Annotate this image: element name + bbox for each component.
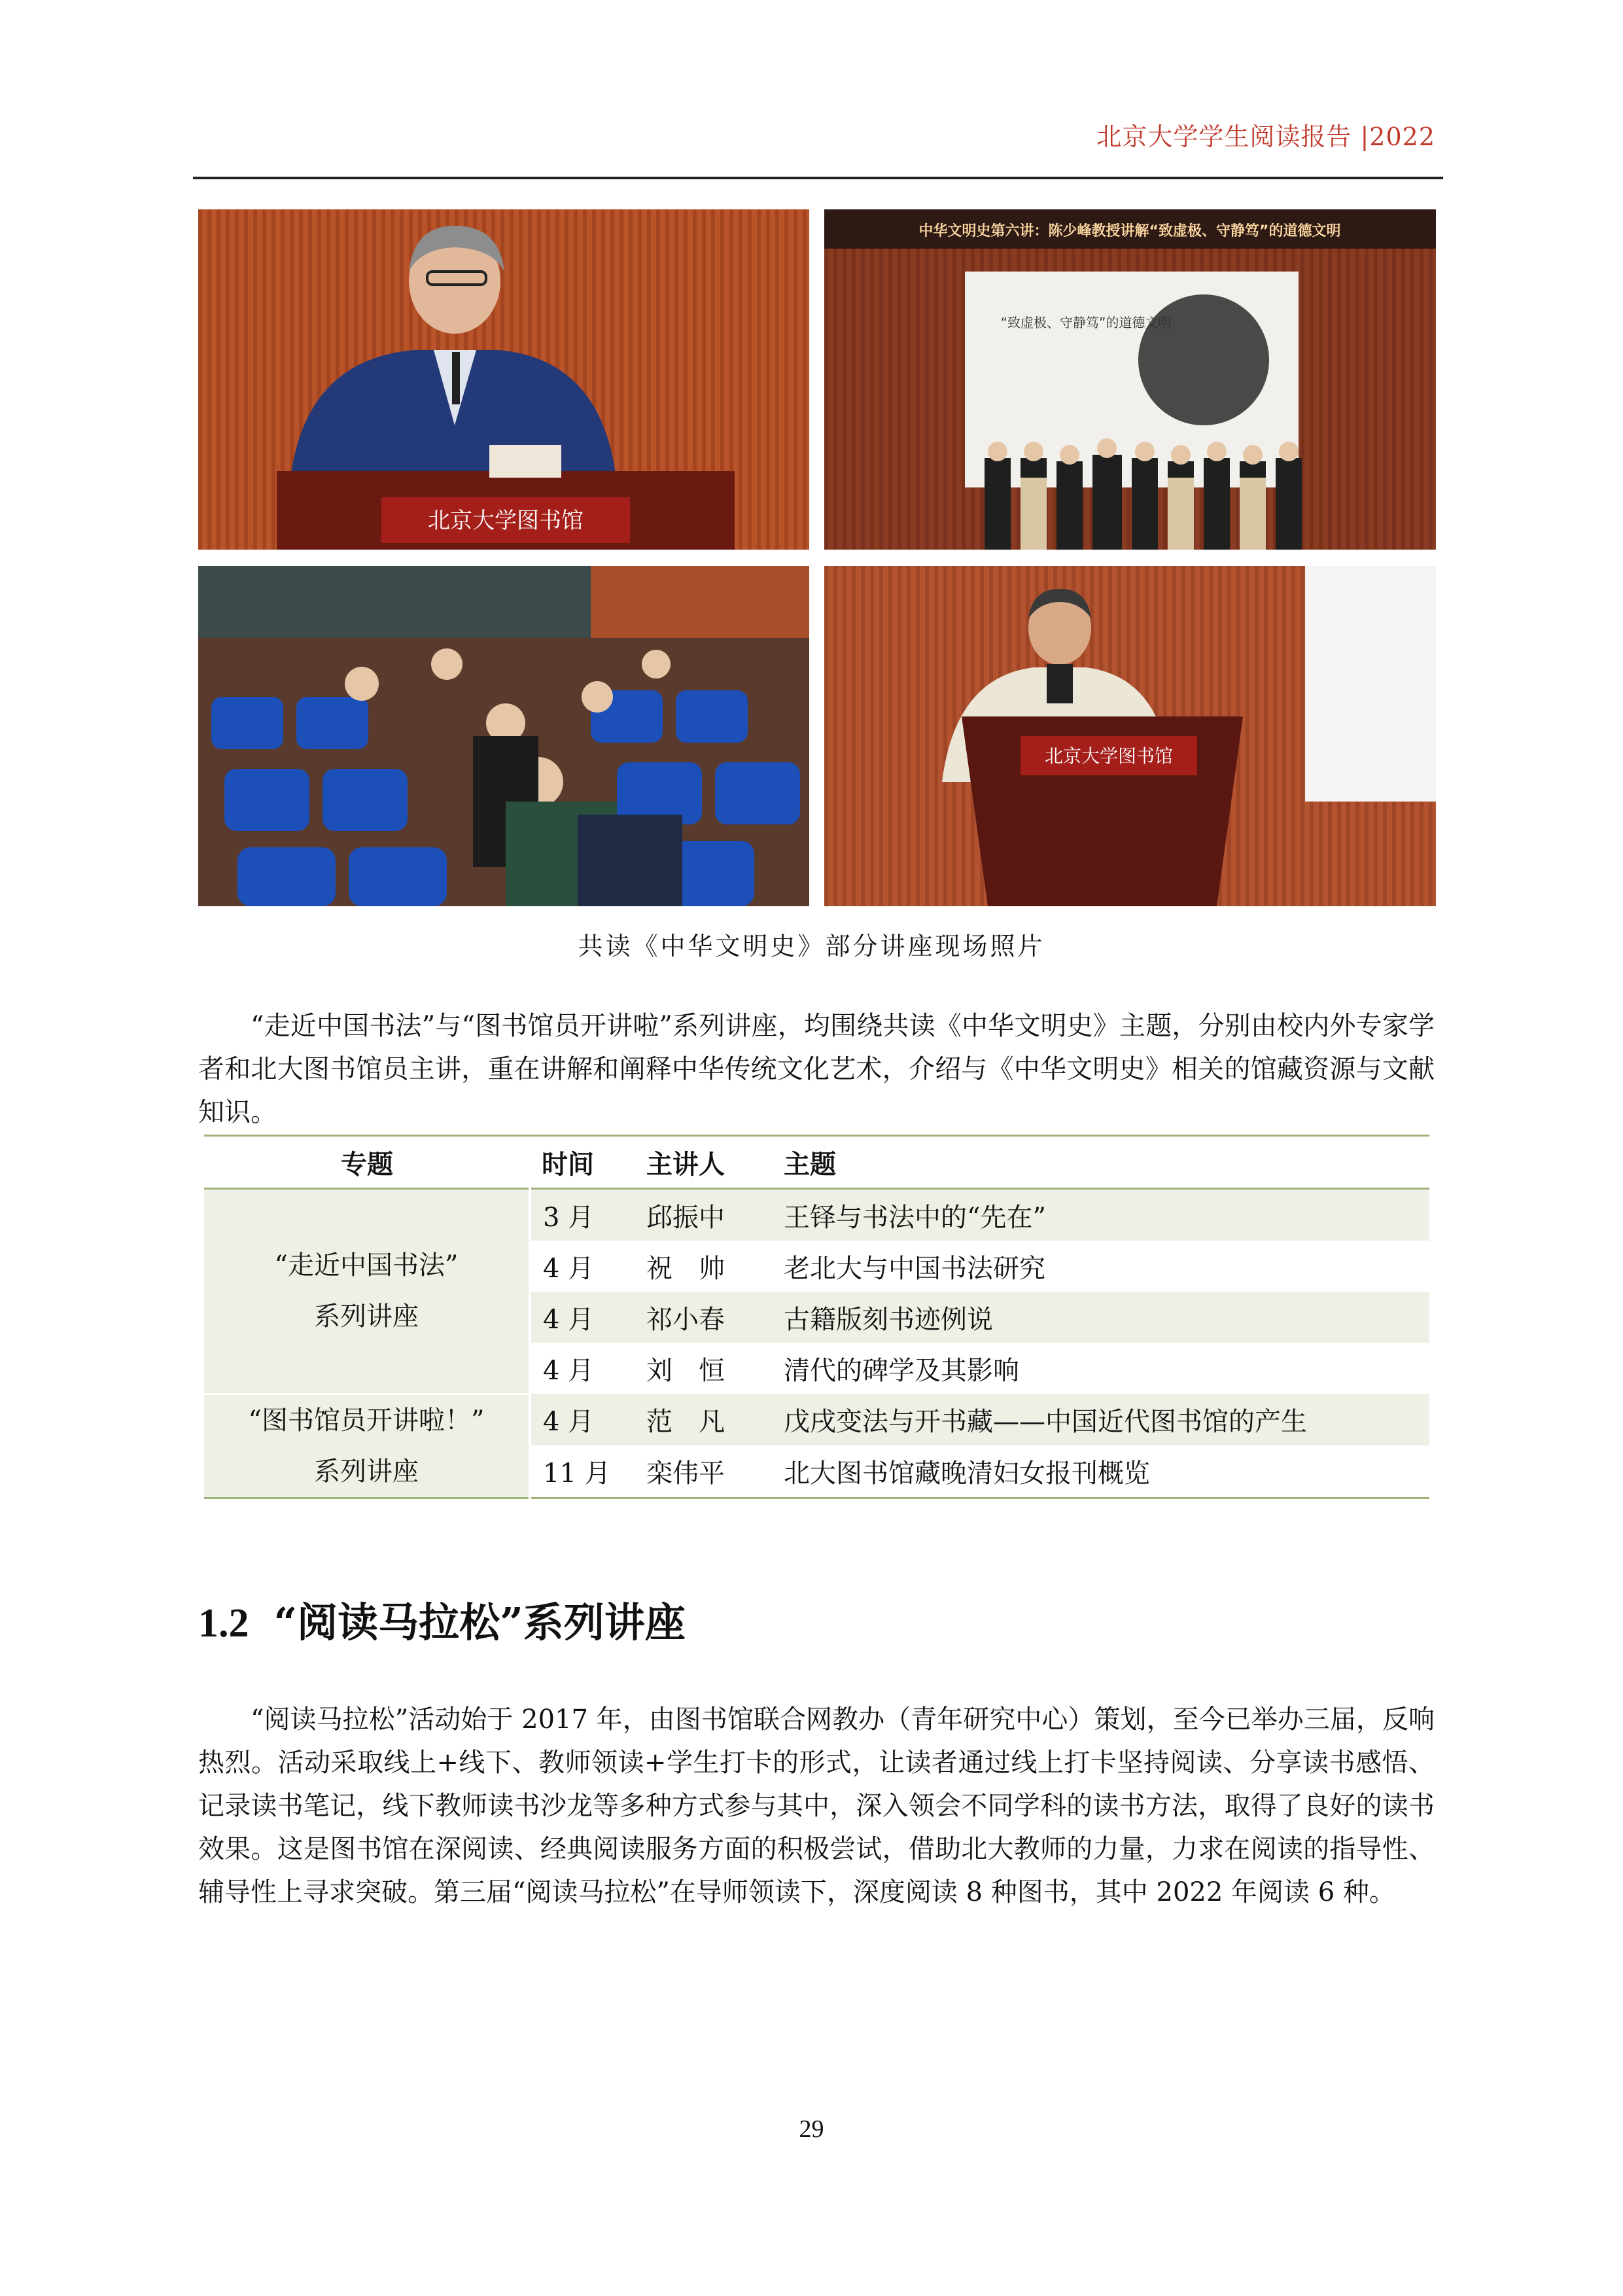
lectern-logo-text: 北京大学图书馆 [428,508,584,534]
subject-cell: 清代的碑学及其影响 [784,1355,1019,1386]
lecture-table [204,1135,1429,1499]
time-cell: 11 月 [530,1445,646,1498]
topic-series: 系列讲座 [314,1456,419,1487]
photo2-screen-title: “致虚极、守静笃”的道德文明 [1000,315,1172,330]
header-speaker: 主讲人 [646,1136,784,1189]
topic-series: 系列讲座 [314,1301,419,1332]
photo-caption: 共读《中华文明史》部分讲座现场照片 [578,932,1045,961]
time-cell: 4 月 [543,1253,595,1284]
paragraph-lecture-series: “走近中国书法”与“图书馆员开讲啦”系列讲座，均围绕共读《中华文明史》主题，分别由校内外专家学者和北大图书馆员主讲，重在讲解和阐释中华传统文化艺术，介绍与《中华文明史》相关的馆藏资源与文献知识。 [198,1011,1435,1127]
speaker-cell: 栾伟平 [646,1445,784,1498]
photo-speaker-lectern [198,209,809,550]
page-number: 29 [799,2115,824,2143]
time-cell: 3 月 [530,1189,646,1241]
subject-cell: 北大图书馆藏晚清妇女报刊概览 [784,1445,1429,1498]
subject-cell: 老北大与中国书法研究 [784,1253,1045,1284]
paragraph-reading-marathon: “阅读马拉松”活动始于 2017 年，由图书馆联合网教办（青年研究中心）策划，至今已举办三届，反响热烈。活动采取线上+线下、教师领读+学生打卡的形式，让读者通过线上打卡坚持阅读、分享读书感悟、记录读书笔记，线下教师读书沙龙等多种方式参与其中，深入领会不同学科的读书方法，取得了良好的读书效果。这是图书馆在深阅读、经典阅读服务方面的积极尝试，借助北大教师的力量，力求在阅读的指导性、辅导性上寻求突破。第三届“阅读马拉松”在导师领读下，深度阅读 8 种图书，其中 2022 年阅读 6 种。 [198,1704,1435,1907]
speaker-cell: 刘 恒 [646,1355,725,1386]
section-title: “阅读马拉松”系列讲座 [273,1598,686,1646]
table-row [204,1189,1429,1241]
table-header-row [204,1136,1429,1189]
subject-cell: 古籍版刻书迹例说 [784,1292,1429,1343]
time-cell: 4 月 [543,1355,595,1386]
header-subject: 主题 [784,1136,1429,1189]
photo-group-projection [824,209,1436,550]
table-row [204,1394,1429,1445]
speaker-cell: 祝 帅 [646,1253,725,1284]
section-heading [198,1590,686,1648]
photo2-banner: 中华文明史第六讲：陈少峰教授讲解“致虚极、守静笃”的道德文明 [918,223,1341,239]
topic-name: “走近中国书法” [274,1250,459,1281]
photo-speaker-lectern-2 [824,566,1436,906]
header-time: 时间 [530,1136,646,1189]
running-header: 北京大学学生阅读报告 |2022 [1096,122,1435,151]
section-number: 1.2 [198,1601,249,1646]
speaker-cell: 范 凡 [646,1394,784,1445]
subject-cell: 王铎与书法中的“先在” [784,1189,1429,1241]
speaker-cell: 祁小春 [646,1292,784,1343]
topic-cell-librarian [204,1394,530,1498]
header-rule [193,177,1443,179]
lectern-logo-text-2: 北京大学图书馆 [1044,745,1174,767]
topic-name: “图书馆员开讲啦！” [248,1405,485,1436]
photo-audience [198,566,809,906]
time-cell: 4 月 [530,1292,646,1343]
speaker-cell: 邱振中 [646,1189,784,1241]
time-cell: 4 月 [530,1394,646,1445]
header-topic: 专题 [204,1136,530,1189]
topic-cell-calligraphy [204,1189,530,1394]
subject-cell: 戊戌变法与开书藏——中国近代图书馆的产生 [784,1394,1429,1445]
